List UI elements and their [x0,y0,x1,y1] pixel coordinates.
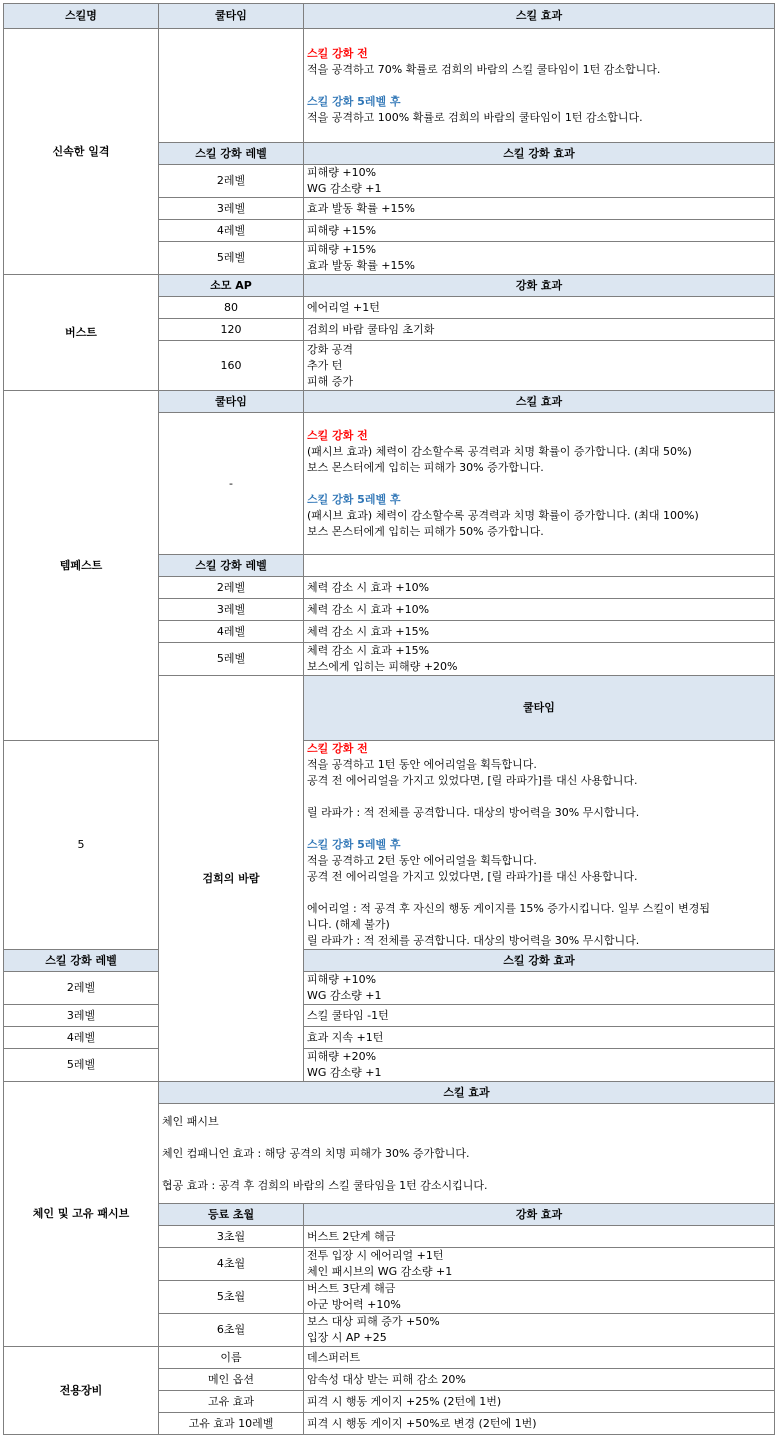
s1-level-effect: 피해량 +15% [304,220,775,242]
s5-description: 체인 패시브 체인 컴패니언 효과 : 해당 공격의 치명 피해가 30% 증가합니다. 협공 효과 : 공격 후 검희의 바람의 스킬 쿨타임을 1턴 감소시킵니다. [159,1104,775,1204]
skill-table [3,3,775,1435]
s4-level-effect: 효과 지속 +1턴 [304,1027,775,1049]
s4-name: 검희의 바람 [159,676,304,1082]
s4-description-row [4,741,775,950]
s3-description: 스킬 강화 전 (패시브 효과) 체력이 감소할수록 공격력과 치명 확률이 증가합니다. (최대 50%) 보스 몬스터에게 입히는 피해가 30% 증가합니다. 스킬 강화 5레벨 후 (패시브 효과) 체력이 감소할수록 공격력과 치명 확률이 증가합니다. (최대 100%) 보스 몬스터에게 입히는 피해가 50% 증가합니다. [304,413,775,555]
s1-cooltime [159,29,304,143]
s4-level: 2레벨 [4,972,159,1005]
s3-level: 3레벨 [159,599,304,621]
s4-level-header-row [4,950,775,972]
s1-header-level: 스킬 강화 레벨 [159,143,304,165]
table-row [4,1049,775,1082]
s2-ap: 160 [159,341,304,391]
table-row [4,1005,775,1027]
table-row [4,1027,775,1049]
s3-level: 5레벨 [159,643,304,676]
s1-level-effect: 피해량 +10% WG 감소량 +1 [304,165,775,198]
s4-level-effect: 피해량 +10% WG 감소량 +1 [304,972,775,1005]
s4-level: 5레벨 [4,1049,159,1082]
s3-level-effect: 체력 감소 시 효과 +10% [304,577,775,599]
s5-name: 체인 및 고유 패시브 [4,1082,159,1347]
s3-header-cooltime: 쿨타임 [159,391,304,413]
s1-level: 2레벨 [159,165,304,198]
s2-effect: 강화 공격 추가 턴 피해 증가 [304,341,775,391]
s3-name: 템페스트 [4,391,159,741]
s3-cooltime: - [159,413,304,555]
s6-label: 메인 옵션 [159,1369,304,1391]
s4-level: 3레벨 [4,1005,159,1027]
s1-name: 신속한 일격 [4,29,159,275]
s3-level-effect: 체력 감소 시 효과 +15% [304,621,775,643]
s2-ap: 80 [159,297,304,319]
s2-header-effect: 강화 효과 [304,275,775,297]
header-skill-effect: 스킬 효과 [304,4,775,29]
table-row [4,972,775,1005]
s6-label: 고유 효과 [159,1391,304,1413]
s6-name: 전용장비 [4,1347,159,1435]
s5-tier-effect: 전투 입장 시 에어리얼 +1턴 체인 패시브의 WG 감소량 +1 [304,1248,775,1281]
s1-description-row [4,29,775,143]
s4-level-effect: 피해량 +20% WG 감소량 +1 [304,1049,775,1082]
s4-level: 4레벨 [4,1027,159,1049]
s3-header-effect: 스킬 효과 [304,391,775,413]
s5-tier: 6초월 [159,1314,304,1347]
s4-after-label: 스킬 강화 5레벨 후 [307,838,401,851]
s1-level: 4레벨 [159,220,304,242]
table-row [4,1347,775,1369]
s1-level: 5레벨 [159,242,304,275]
s1-before-label: 스킬 강화 전 [307,46,368,60]
s4-cooltime: 5 [4,741,159,950]
s5-tier-effect: 버스트 3단계 해금 아군 방어력 +10% [304,1281,775,1314]
s4-header-level: 스킬 강화 레벨 [4,950,159,972]
s3-before-label: 스킬 강화 전 [307,428,368,442]
s3-header-empty [304,555,775,577]
s5-header-row [4,1082,775,1104]
s6-label: 고유 효과 10레벨 [159,1413,304,1435]
s1-level-effect: 효과 발동 확률 +15% [304,198,775,220]
s5-header-effect: 스킬 효과 [159,1082,775,1104]
s1-header-effect: 스킬 강화 효과 [304,143,775,165]
s2-header-ap: 소모 AP [159,275,304,297]
s4-header-level-effect: 스킬 강화 효과 [304,950,775,972]
s6-value: 피격 시 행동 게이지 +50%로 변경 (2턴에 1번) [304,1413,775,1435]
s3-level-effect: 체력 감소 시 효과 +15% 보스에게 입히는 피해량 +20% [304,643,775,676]
s2-effect: 검희의 바람 쿨타임 초기화 [304,319,775,341]
header-skill-name: 스킬명 [4,4,159,29]
s6-value: 피격 시 행동 게이지 +25% (2턴에 1번) [304,1391,775,1413]
s5-tier-effect: 보스 대상 피해 증가 +50% 입장 시 AP +25 [304,1314,775,1347]
s5-tier-effect: 버스트 2단계 해금 [304,1226,775,1248]
s5-tier: 4초월 [159,1248,304,1281]
s4-level-effect: 스킬 쿨타임 -1턴 [304,1005,775,1027]
s3-after-label: 스킬 강화 5레벨 후 [307,492,401,506]
s1-before-text: 적을 공격하고 70% 확률로 검희의 바람의 스킬 쿨타임이 1턴 감소합니다. [307,62,661,76]
s1-level: 3레벨 [159,198,304,220]
s3-level: 4레벨 [159,621,304,643]
s6-value: 데스퍼러트 [304,1347,775,1369]
s5-tier: 5초월 [159,1281,304,1314]
s4-header-cooltime: 쿨타임 [304,676,775,741]
s6-value: 암속성 대상 받는 피해 감소 20% [304,1369,775,1391]
s1-level-effect: 피해량 +15% 효과 발동 확률 +15% [304,242,775,275]
s3-header-level: 스킬 강화 레벨 [159,555,304,577]
header-cooltime: 쿨타임 [159,4,304,29]
s6-label: 이름 [159,1347,304,1369]
s5-header-tier: 등료 초월 [159,1204,304,1226]
table-header-row [4,4,775,29]
s2-name: 버스트 [4,275,159,391]
s5-tier: 3초월 [159,1226,304,1248]
s4-description: 스킬 강화 전 적을 공격하고 1턴 동안 에어리얼을 획득합니다. 공격 전 에어리얼을 가지고 있었다면, [릴 라파가]를 대신 사용합니다. 릴 라파가 : 적 전체를 공격합니다. 대상의 방어력을 30% 무시합니다. 스킬 강화 5레벨 후 적을 공격하고 2턴 동안 에어리얼을 획득합니다. 공격 전 에어리얼을 가지고 있었다면, [릴 라파가]를 대신 사용합니다. 에어리얼 : 적 공격 후 자신의 행동 게이지를 15% 증가시킵니다. 일부 스킬이 변경됩 니다. (해제 불가) 릴 라파가 : 적 전체를 공격합니다. 대상의 방어력을 30% 무시합니다. [304,741,775,950]
s3-level: 2레벨 [159,577,304,599]
s5-header-tier-effect: 강화 효과 [304,1204,775,1226]
s1-after-text: 적을 공격하고 100% 확률로 검희의 바람의 쿨타임이 1턴 감소합니다. [307,110,643,124]
s4-before-label: 스킬 강화 전 [307,742,368,755]
s1-description [304,29,775,143]
s1-after-label: 스킬 강화 5레벨 후 [307,94,401,108]
s3-header-row [4,391,775,413]
s2-effect: 에어리얼 +1턴 [304,297,775,319]
s3-level-effect: 체력 감소 시 효과 +10% [304,599,775,621]
s2-ap: 120 [159,319,304,341]
s2-header-row [4,275,775,297]
